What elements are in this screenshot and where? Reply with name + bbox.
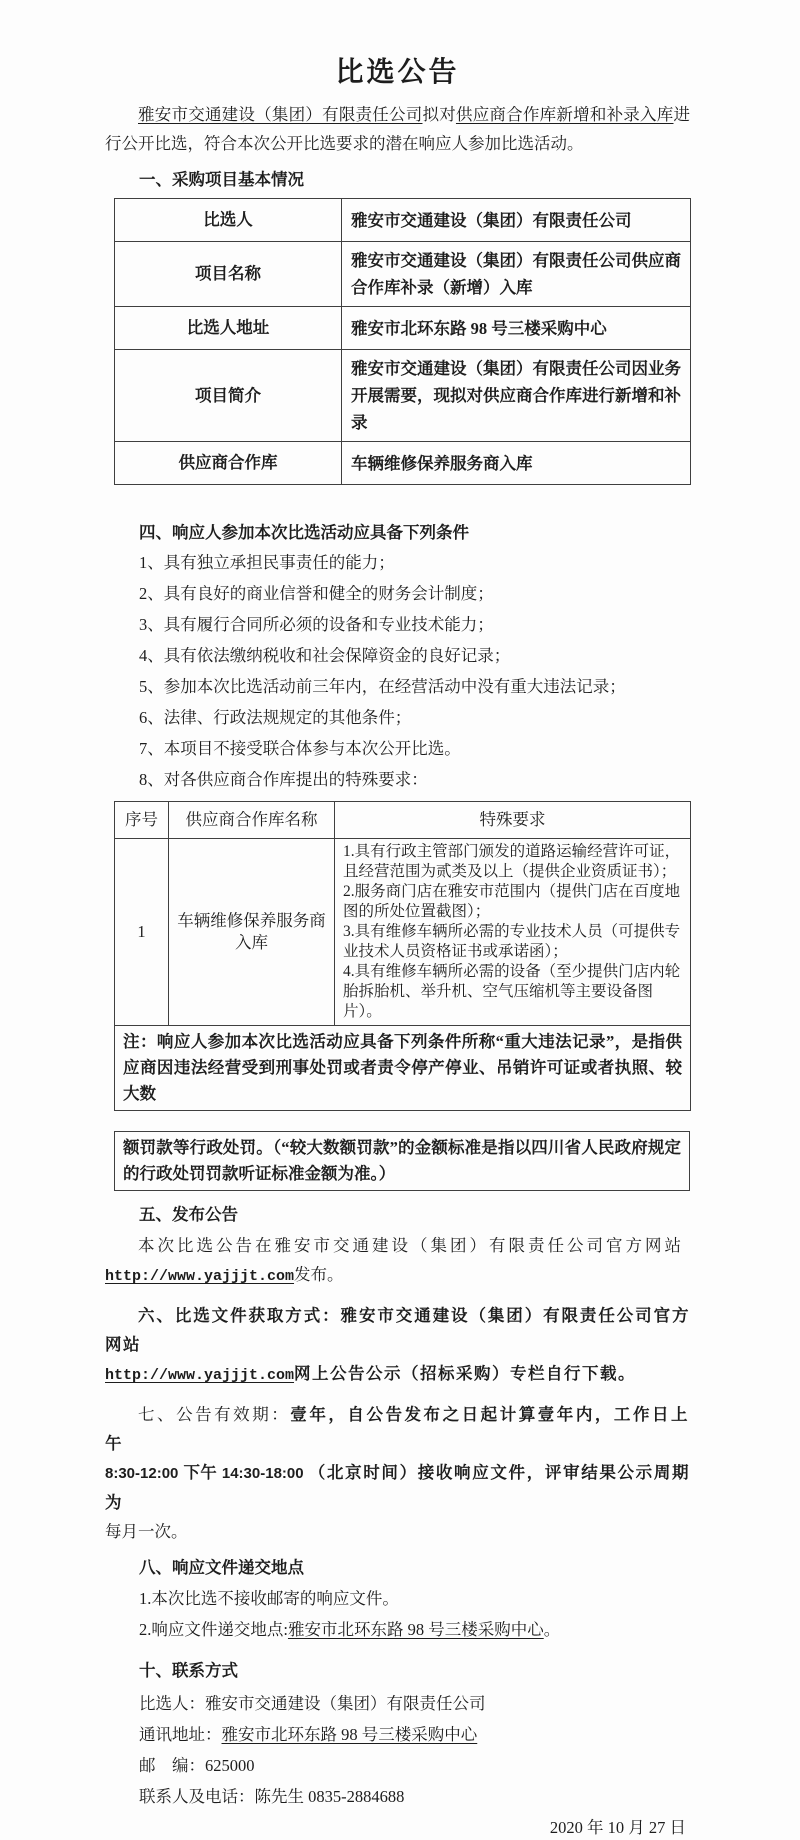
seq-cell: 1	[115, 839, 169, 1026]
delivery-item-2-label: 2.响应文件递交地点:	[139, 1620, 288, 1639]
condition-item: 4、具有依法缴纳税收和社会保障资金的良好记录；	[139, 646, 511, 665]
condition-item: 1、具有独立承担民事责任的能力；	[139, 553, 395, 572]
table-header-row	[115, 802, 691, 839]
website-link-download[interactable]: http://www.yajjjt.com	[105, 1367, 295, 1384]
header-db-name: 供应商合作库名称	[169, 802, 335, 839]
delivery-item-2-tail: 。	[543, 1620, 561, 1639]
section-10-heading: 十、联系方式	[139, 1661, 238, 1680]
header-special-req: 特殊要求	[335, 802, 691, 839]
condition-item: 5、参加本次比选活动前三年内，在经营活动中没有重大违法记录；	[139, 677, 626, 696]
afternoon-label: 下午	[183, 1463, 217, 1482]
time-afternoon: 14:30-18:00	[221, 1465, 304, 1482]
section-1-heading: 一、采购项目基本情况	[139, 170, 304, 189]
publish-text: 本次比选公告在雅安市交通建设（集团）有限责任公司官方网站	[138, 1236, 684, 1255]
table-row	[115, 242, 691, 307]
delivery-item-1: 1.本次比选不接收邮寄的响应文件。	[139, 1589, 399, 1608]
section-8-heading: 八、响应文件递交地点	[139, 1558, 304, 1577]
contact-address-underlined: 雅安市北环东路 98 号三楼采购中心	[221, 1725, 478, 1744]
validity-paragraph	[105, 1400, 690, 1546]
contact-value: 雅安市交通建设（集团）有限责任公司	[205, 1694, 486, 1713]
section-4-heading: 四、响应人参加本次比选活动应具备下列条件	[139, 523, 469, 542]
contact-line-phone	[105, 1785, 690, 1809]
table-note: 注：响应人参加本次比选活动应具备下列条件所称“重大违法记录”，是指供应商因违法经营受到刑事处罚或者责令停产停业、吊销许可证或者执照、较大数	[115, 1026, 691, 1111]
contact-line-zip	[105, 1754, 690, 1778]
intro-rest-text: 进行公开比选，符合本次公开比选要求的潜在响应人参加比选活动。	[105, 105, 690, 153]
row-value: 雅安市北环东路 98 号三楼采购中心	[342, 307, 691, 350]
row-label: 项目名称	[115, 242, 342, 307]
row-value: 车辆维修保养服务商入库	[342, 442, 691, 485]
delivery-address: 雅安市北环东路 98 号三楼采购中心	[287, 1620, 544, 1639]
requirement-item: 3.具有维修车辆所必需的专业技术人员（可提供专业技术人员资格证书或承诺函）；	[343, 923, 681, 960]
condition-item: 7、本项目不接受联合体参与本次公开比选。	[139, 739, 461, 758]
delivery-item-2	[105, 1618, 690, 1642]
document-access-paragraph	[105, 1301, 690, 1390]
table-row	[115, 199, 691, 242]
row-label: 供应商合作库	[115, 442, 342, 485]
validity-text-1: 壹年，自公告发布之日起计算壹年内，工作日上午	[105, 1405, 691, 1453]
requirement-item: 4.具有维修车辆所必需的设备（至少提供门店内轮胎拆胎机、举升机、空气压缩机等主要设备图片）。	[343, 963, 681, 1020]
intro-mid-text: 拟对	[422, 105, 456, 124]
row-value: 雅安市交通建设（集团）有限责任公司因业务开展需要，现拟对供应商合作库进行新增和补录	[342, 350, 691, 442]
document-date: 2020 年 10 月 27 日	[549, 1818, 686, 1837]
publish-tail: 发布。	[294, 1265, 344, 1284]
special-requirements-table	[114, 801, 691, 1111]
validity-tail: 每月一次。	[105, 1522, 188, 1541]
validity-text-2: （北京时间）接收响应文件，评审结果公示周期为	[105, 1463, 690, 1512]
condition-item: 6、法律、行政法规规定的其他条件；	[139, 708, 412, 727]
contact-value: 陈先生 0835-2884688	[254, 1787, 405, 1806]
row-value: 雅安市交通建设（集团）有限责任公司供应商合作库补录（新增）入库	[342, 242, 691, 307]
table-row	[115, 350, 691, 442]
row-value: 雅安市交通建设（集团）有限责任公司	[342, 199, 691, 242]
validity-label: 七、公告有效期：	[138, 1405, 291, 1424]
website-link[interactable]: http://www.yajjjt.com	[105, 1268, 295, 1285]
intro-paragraph	[105, 100, 690, 158]
access-lead-text: 六、比选文件获取方式：雅安市交通建设（集团）有限责任公司官方网站	[105, 1306, 690, 1354]
table-row	[115, 839, 691, 1026]
publish-paragraph	[105, 1231, 690, 1291]
contact-label: 比选人：	[139, 1694, 205, 1713]
company-name-underlined: 雅安市交通建设（集团）有限责任公司	[138, 105, 423, 124]
condition-item: 2、具有良好的商业信誉和健全的财务会计制度；	[139, 584, 494, 603]
requirement-item: 2.服务商门店在雅安市范围内（提供门店在百度地图的所处位置截图）；	[343, 883, 681, 920]
row-label: 比选人地址	[115, 307, 342, 350]
table-row	[115, 442, 691, 485]
contact-label: 联系人及电话：	[139, 1787, 255, 1806]
requirement-item: 1.具有行政主管部门颁发的道路运输经营许可证，且经营范围为贰类及以上（提供企业资质证书）；	[343, 843, 681, 880]
subject-underlined: 供应商合作库新增和补录入库	[455, 105, 674, 124]
contact-label: 通讯地址：	[139, 1725, 222, 1744]
time-morning: 8:30-12:00	[105, 1465, 179, 1482]
note-continuation-box: 额罚款等行政处罚。（“较大数额罚款”的金额标准是指以四川省人民政府规定的行政处罚罚款听证标准金额为准。）	[114, 1131, 690, 1191]
condition-list	[105, 551, 690, 799]
condition-item: 3、具有履行合同所必须的设备和专业技术能力；	[139, 615, 494, 634]
basic-info-table	[114, 198, 691, 485]
access-tail-text: 网上公告公示（招标采购）专栏自行下载。	[294, 1364, 637, 1383]
contact-value: 625000	[205, 1756, 255, 1775]
requirements-cell	[335, 839, 691, 1026]
section-5-heading: 五、发布公告	[139, 1205, 238, 1224]
contact-line-bidder	[105, 1692, 690, 1716]
header-seq: 序号	[115, 802, 169, 839]
table-note-row	[115, 1026, 691, 1111]
row-label: 比选人	[115, 199, 342, 242]
db-name-cell: 车辆维修保养服务商入库	[169, 839, 335, 1026]
contact-label: 邮 编：	[139, 1756, 205, 1775]
document-title: 比选公告	[335, 57, 460, 88]
row-label: 项目简介	[115, 350, 342, 442]
condition-item: 8、对各供应商合作库提出的特殊要求：	[139, 770, 428, 789]
table-row	[115, 307, 691, 350]
contact-line-address	[105, 1723, 690, 1747]
